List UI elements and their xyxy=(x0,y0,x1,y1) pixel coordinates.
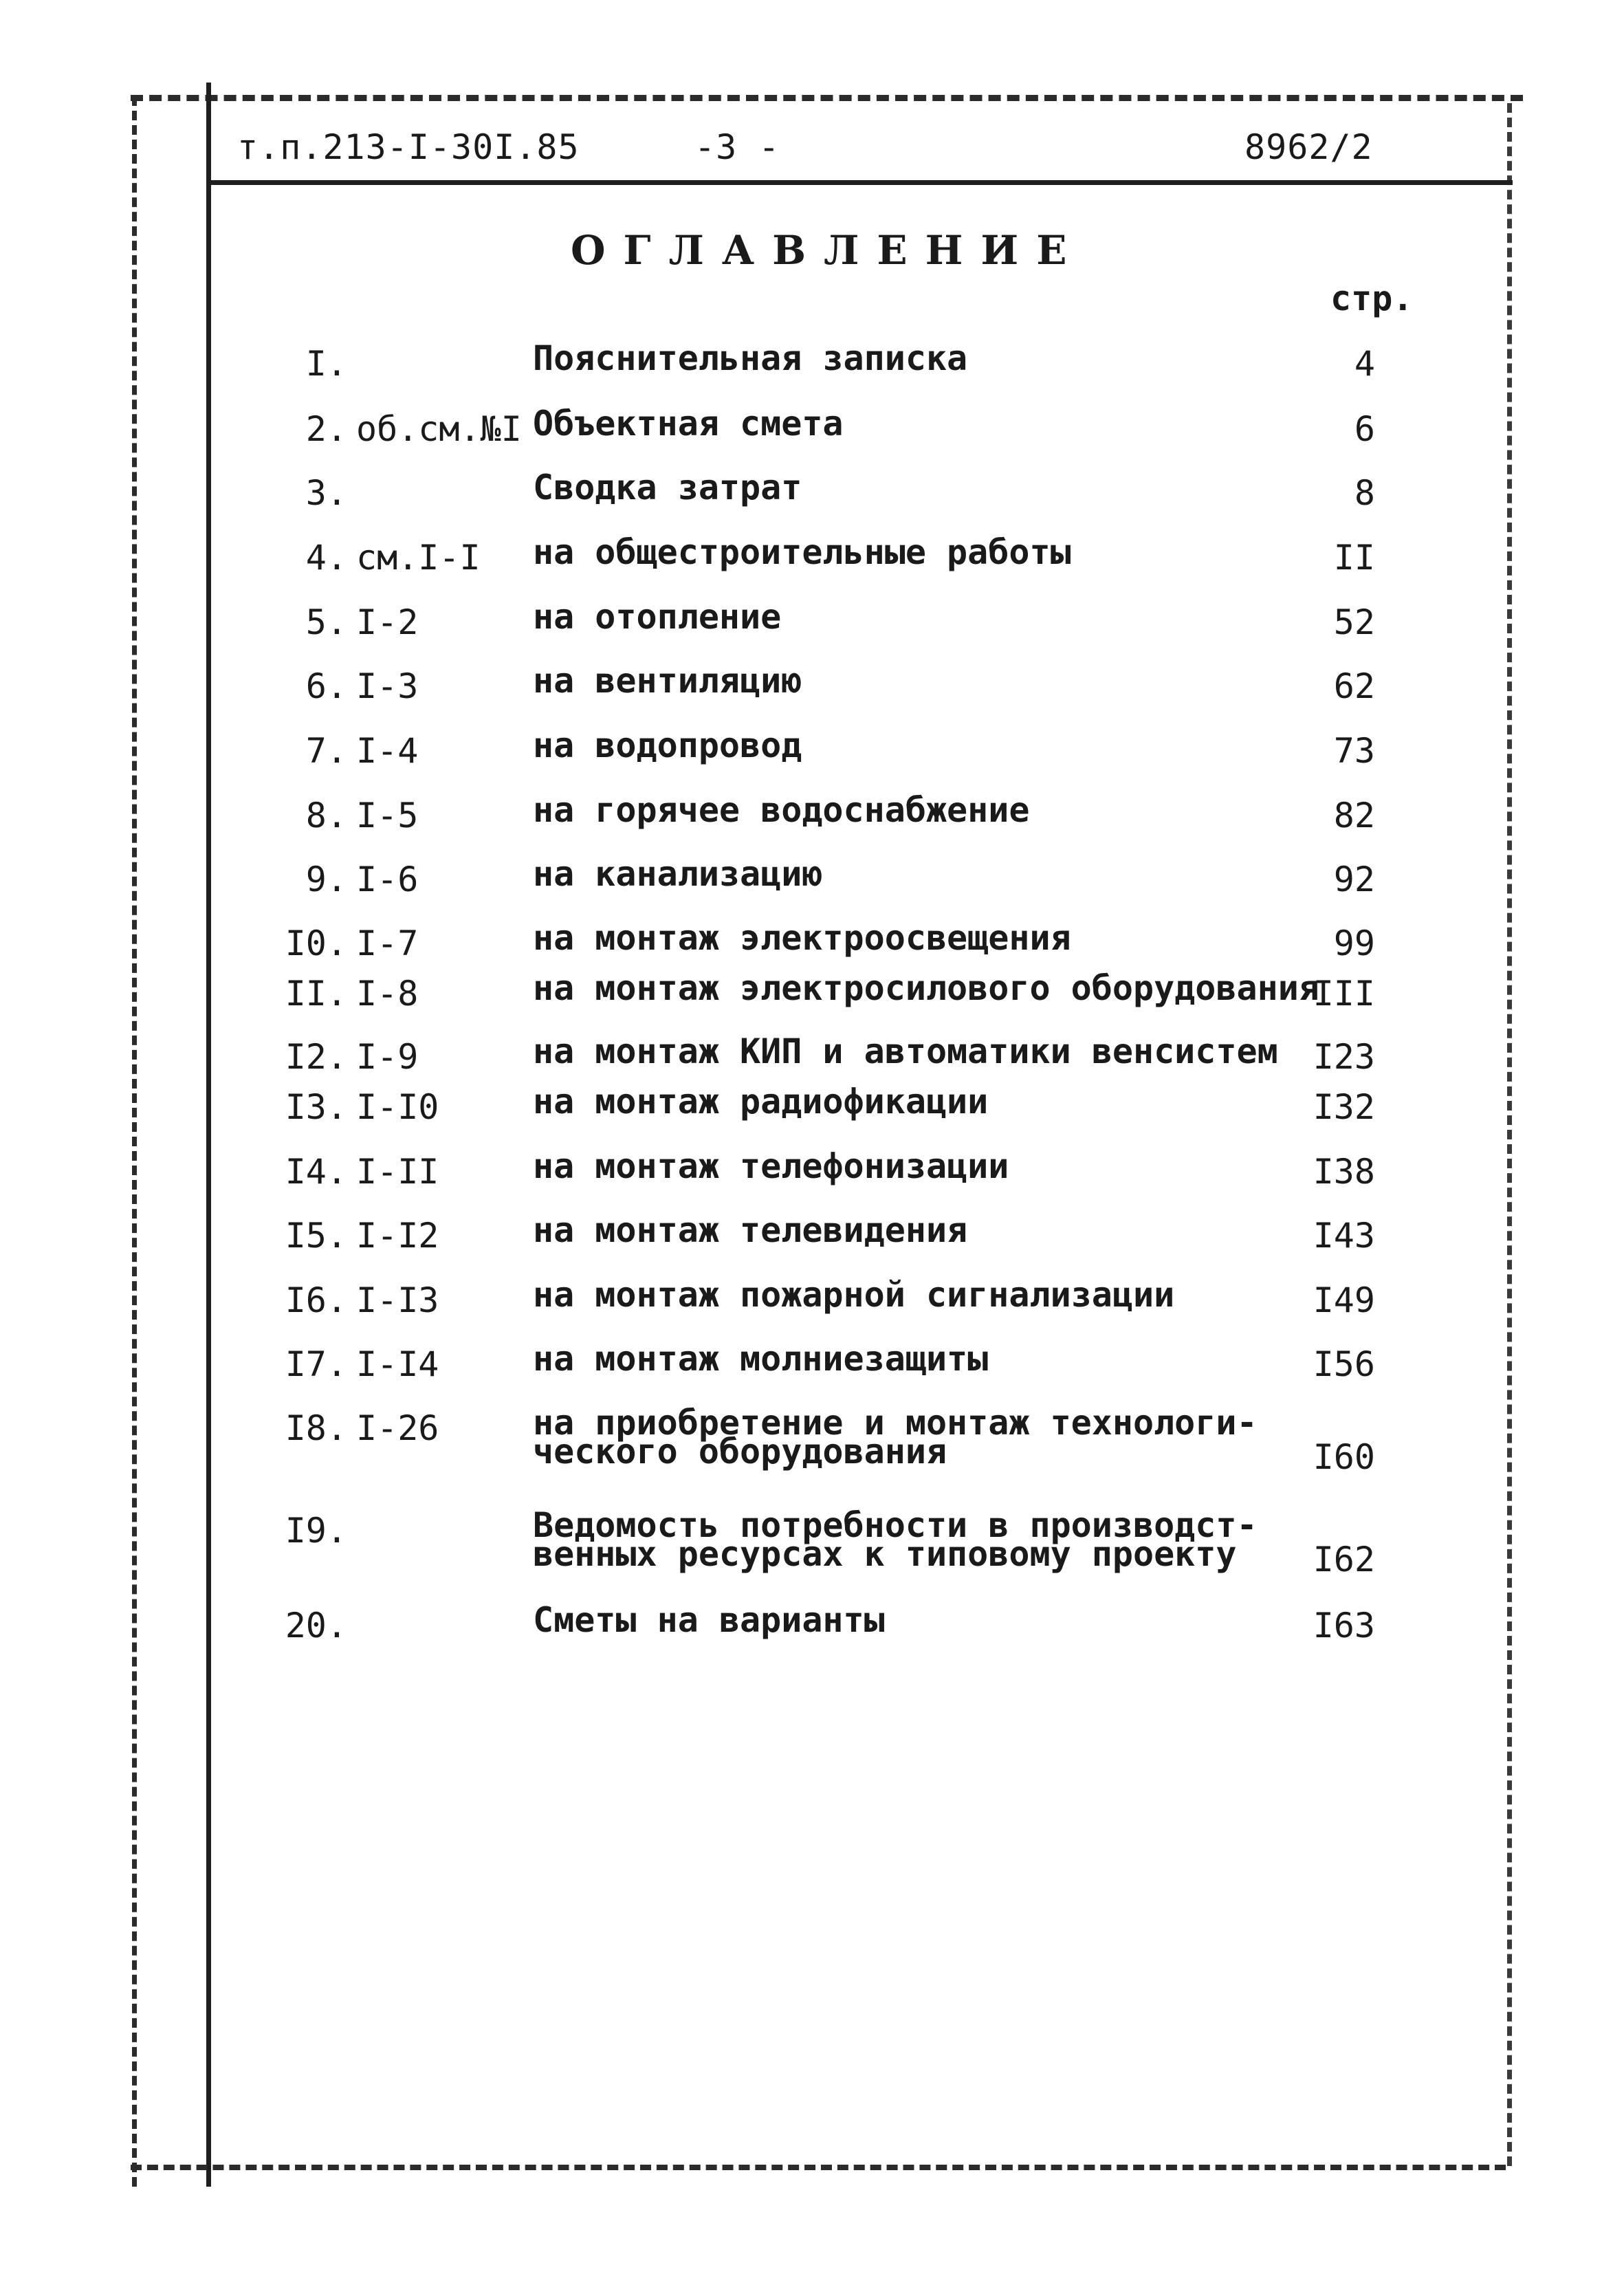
toc-row-page: 62 xyxy=(1333,666,1375,706)
toc-row-title-line: на приобретение и монтаж технологи- xyxy=(533,1403,1258,1443)
toc-row-number: I0. xyxy=(285,923,347,963)
toc-row-code: I-9 xyxy=(356,1037,419,1077)
toc-row-number: I7. xyxy=(285,1344,347,1384)
toc-row-number: 3. xyxy=(305,473,347,513)
document-code: т.п.213-I-30I.85 xyxy=(237,127,580,167)
toc-row-title: на общестроительные работы xyxy=(533,532,1071,572)
toc-row-number: I2. xyxy=(285,1037,347,1077)
toc-row-code: I-II xyxy=(356,1152,439,1192)
toc-row-page: I23 xyxy=(1313,1037,1375,1077)
toc-row-code: I-I0 xyxy=(356,1087,439,1127)
toc-row-number: 20. xyxy=(285,1606,347,1646)
toc-row-title: на отопление xyxy=(533,597,782,637)
toc-row-title: на монтаж радиофикации xyxy=(533,1082,989,1122)
toc-row-title: на монтаж молниезащиты xyxy=(533,1339,989,1379)
toc-row-number: 6. xyxy=(305,666,347,706)
toc-row-page: 8 xyxy=(1354,473,1375,513)
toc-row-title: Пояснительная записка xyxy=(533,338,968,378)
toc-row-page: II xyxy=(1333,538,1375,578)
toc-row-code: I-3 xyxy=(356,666,419,706)
toc-row-number: 5. xyxy=(305,602,347,642)
toc-row-number: I3. xyxy=(285,1087,347,1127)
toc-row-number: I5. xyxy=(285,1216,347,1256)
toc-row-code: см.I-I xyxy=(356,538,481,578)
toc-row-code: I-26 xyxy=(356,1408,439,1448)
page-title: ОГЛАВЛЕНИЕ xyxy=(571,227,1085,274)
toc-row-title-line: ческого оборудования xyxy=(533,1432,947,1472)
toc-row-page: I32 xyxy=(1313,1087,1375,1127)
toc-row-number: I6. xyxy=(285,1280,347,1320)
toc-row-code: I-6 xyxy=(356,860,419,899)
toc-row-page: 4 xyxy=(1354,344,1375,384)
toc-row-title: Объектная смета xyxy=(533,404,844,444)
toc-row-page: I38 xyxy=(1313,1152,1375,1192)
toc-row-number: I9. xyxy=(285,1511,347,1551)
toc-row-title-line: венных ресурсах к типовому проекту xyxy=(533,1534,1237,1574)
toc-row-code: I-2 xyxy=(356,602,419,642)
toc-row-title: Сметы на варианты xyxy=(533,1600,885,1640)
toc-row-page: 52 xyxy=(1333,602,1375,642)
toc-row-page: I56 xyxy=(1313,1344,1375,1384)
toc-row-page: I49 xyxy=(1313,1280,1375,1320)
toc-row-title: на монтаж электросилового оборудования xyxy=(533,968,1319,1008)
toc-row-title: на горячее водоснабжение xyxy=(533,790,1030,830)
sheet-number: 8962/2 xyxy=(1244,127,1373,167)
toc-row-number: 8. xyxy=(305,796,347,835)
toc-row-title: Сводка затрат xyxy=(533,468,802,507)
toc-row-title: на монтаж пожарной сигнализации xyxy=(533,1275,1175,1315)
toc-row-code: I-8 xyxy=(356,974,419,1014)
toc-row-number: II. xyxy=(285,974,347,1014)
toc-row-title xyxy=(533,1403,1258,1472)
toc-row-title xyxy=(533,1505,1258,1574)
toc-row-page: I62 xyxy=(1313,1540,1375,1579)
toc-row-title: на монтаж телевидения xyxy=(533,1210,968,1250)
toc-row-number: 2. xyxy=(305,409,347,449)
toc-row-title: на вентиляцию xyxy=(533,661,802,701)
toc-row-number: 7. xyxy=(305,731,347,771)
toc-row-page: I60 xyxy=(1313,1437,1375,1477)
toc-row-number: 4. xyxy=(305,538,347,578)
toc-row-code: I-7 xyxy=(356,923,419,963)
toc-row-page: I43 xyxy=(1313,1216,1375,1256)
toc-row-title: на канализацию xyxy=(533,854,823,894)
toc-row-code: I-I3 xyxy=(356,1280,439,1320)
page-marker: -3 - xyxy=(694,127,780,167)
toc-row-number: I8. xyxy=(285,1408,347,1448)
toc-row-code: I-5 xyxy=(356,796,419,835)
toc-row-page: 99 xyxy=(1333,923,1375,963)
toc-row-title: на водопровод xyxy=(533,725,802,765)
toc-row-page: 92 xyxy=(1333,860,1375,899)
toc-row-number: I. xyxy=(305,344,347,384)
toc-row-code: I-4 xyxy=(356,731,419,771)
toc-row-title: на монтаж КИП и автоматики венсистем xyxy=(533,1031,1278,1071)
toc-row-code: об.см.№I xyxy=(356,409,522,449)
toc-row-page: 82 xyxy=(1333,796,1375,835)
toc-row-code: I-I2 xyxy=(356,1216,439,1256)
toc-row-page: III xyxy=(1313,974,1375,1014)
toc-row-title: на монтаж телефонизации xyxy=(533,1146,1009,1186)
toc-row-number: I4. xyxy=(285,1152,347,1192)
toc-row-page: 73 xyxy=(1333,731,1375,771)
toc-row-number: 9. xyxy=(305,860,347,899)
toc-row-title: на монтаж электроосвещения xyxy=(533,918,1071,958)
toc-row-code: I-I4 xyxy=(356,1344,439,1384)
page-column-label: стр. xyxy=(1330,278,1414,318)
toc-row-title-line: Ведомость потребности в производст- xyxy=(533,1505,1258,1545)
toc-row-page: 6 xyxy=(1354,409,1375,449)
toc-row-page: I63 xyxy=(1313,1606,1375,1646)
